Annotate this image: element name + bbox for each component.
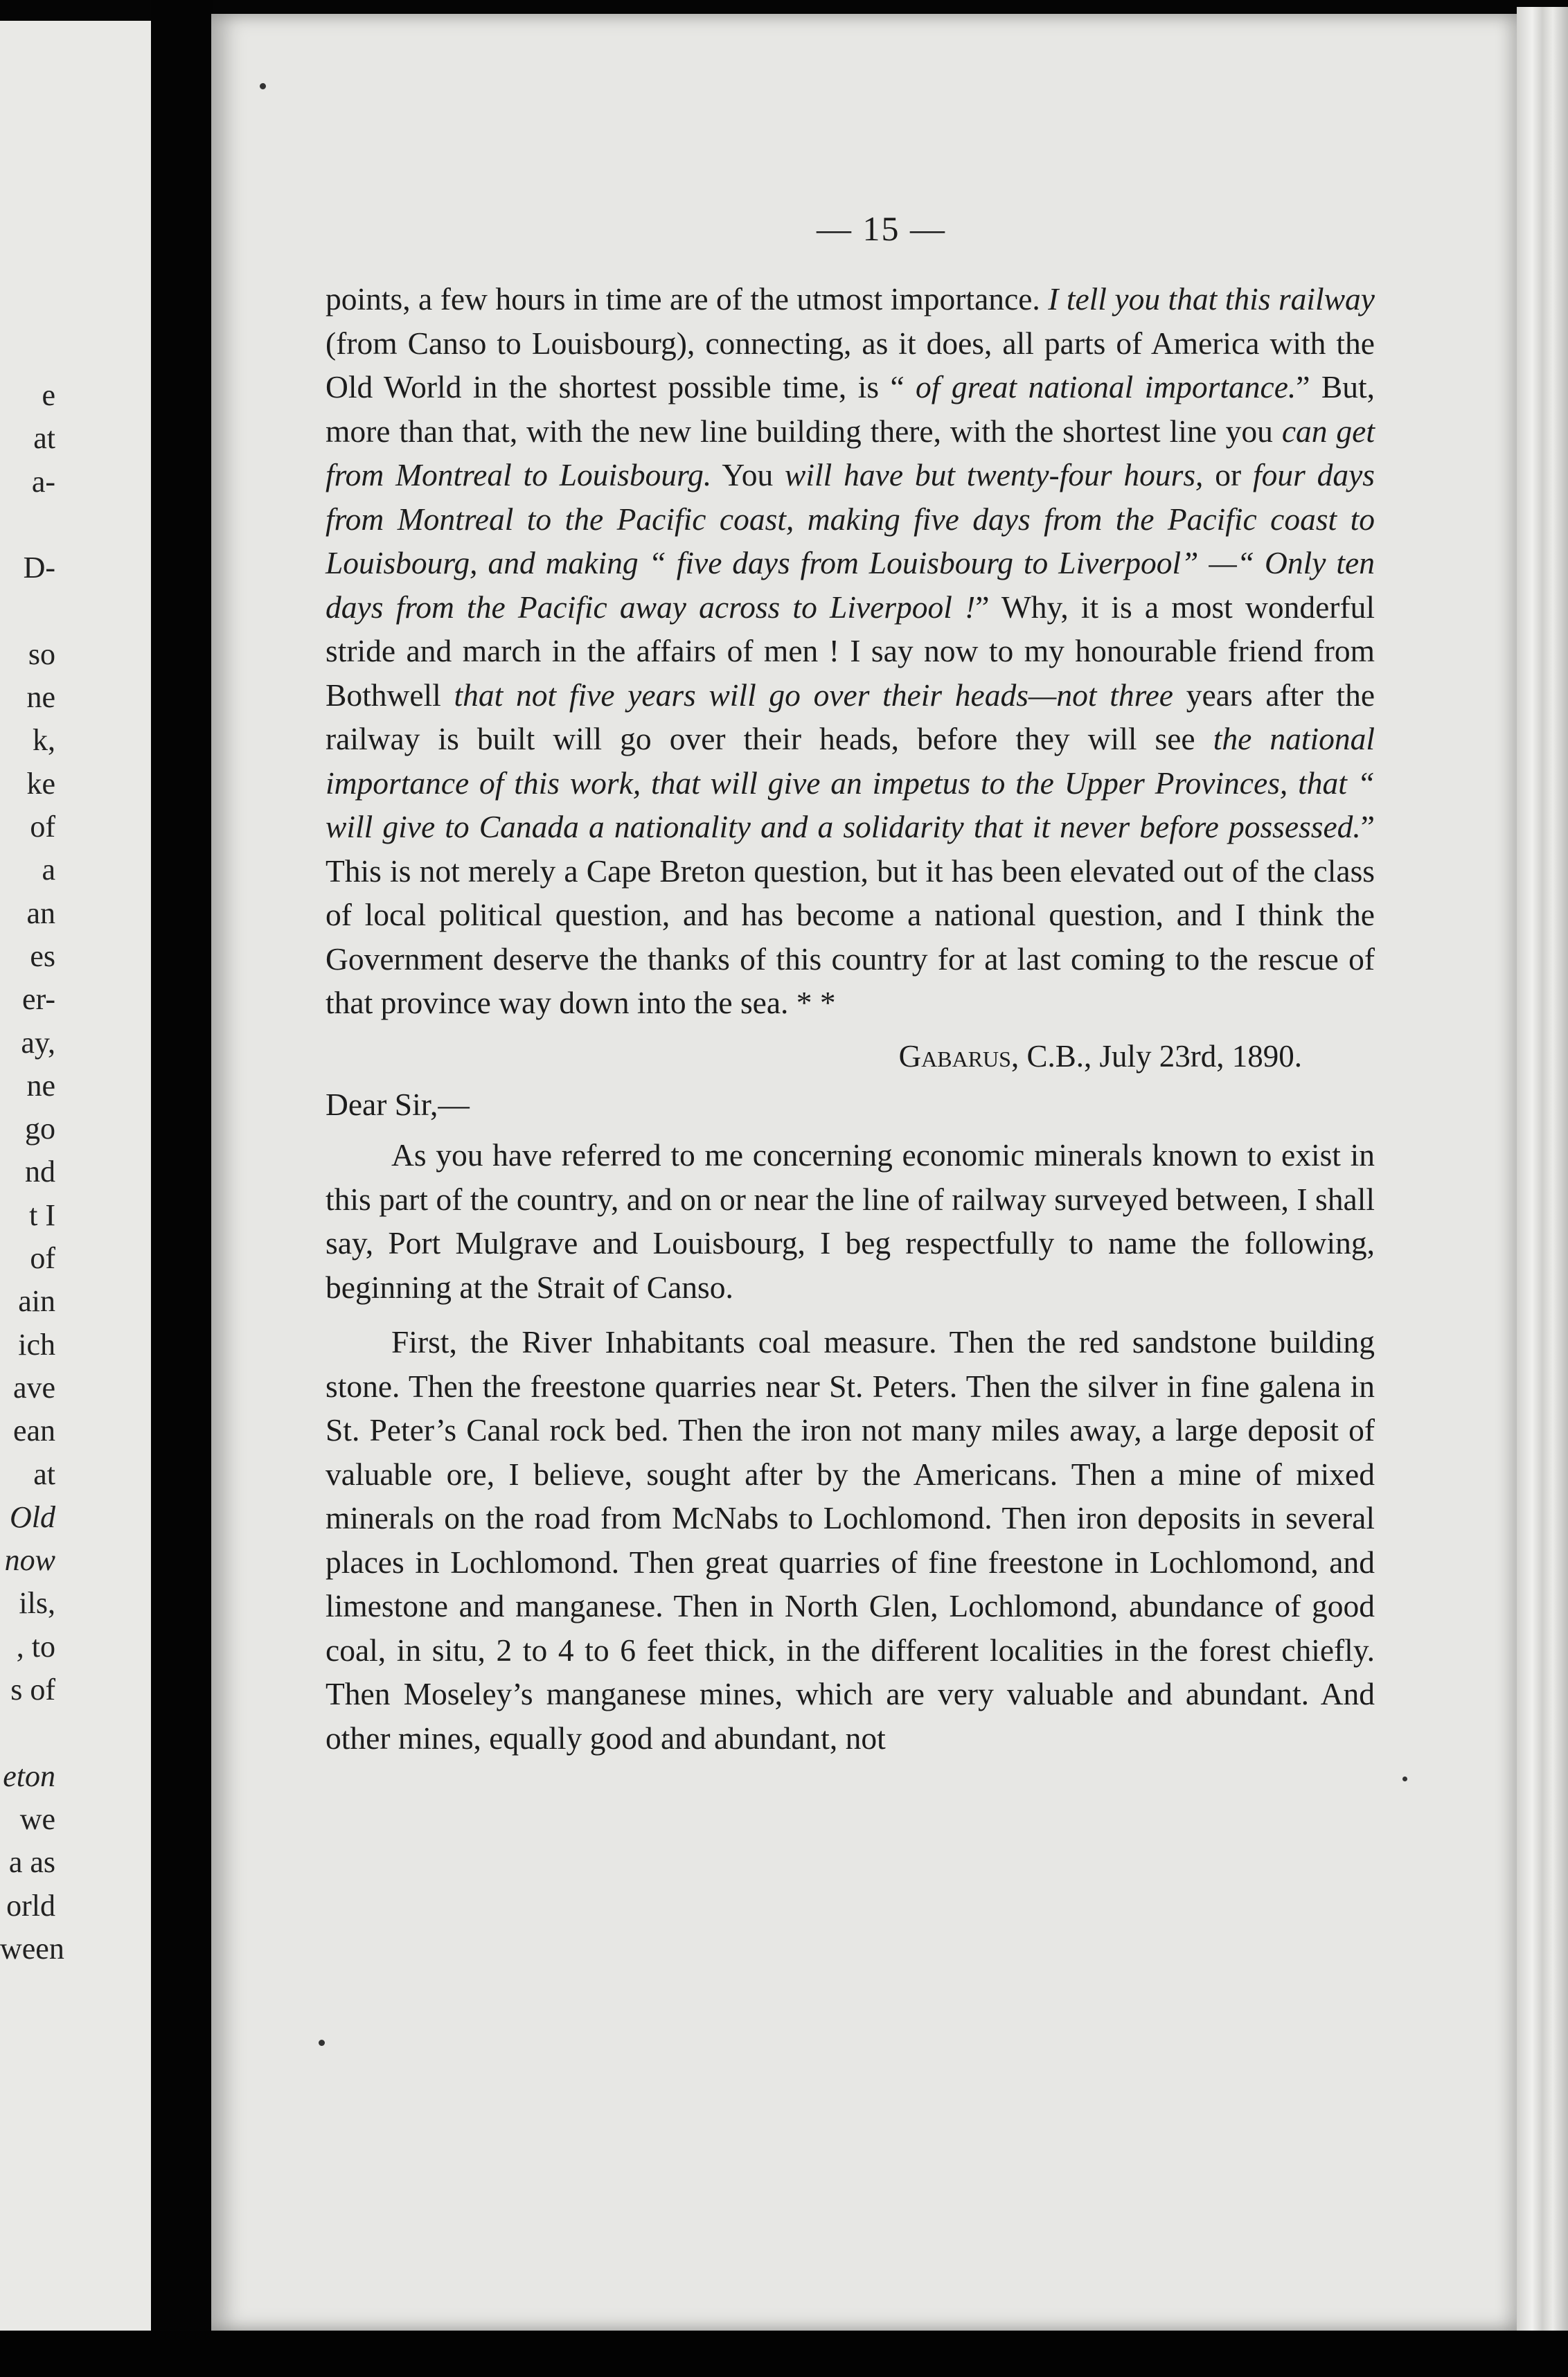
italic-run: the national importance of this work, that will give an impetus to the Upper Provinces, that “ will give to Canada a nationality and a solidarity that it never before possessed. (326, 721, 1375, 844)
facing-page-line-fragment: ween (0, 1931, 64, 1966)
dateline-place: Gabarus (898, 1038, 1011, 1074)
facing-page-line-fragment: ay, (21, 1025, 55, 1060)
italic-run: four days from Montreal to the Pacific coast, making five days from the Pacific coast to Louisbourg, and making “ five days from Louisbourg to Liverpool” —“ Only ten days from the Pacific away across to Liverpool ! (326, 457, 1375, 625)
facing-page-line-fragment: Old (10, 1499, 55, 1534)
facing-page-line-fragment: ave (12, 1370, 55, 1405)
text-run: ” But, more than that, with the new line building there, with the shortest line you (326, 369, 1375, 449)
scan-speck (319, 2040, 325, 2046)
dateline-rest: , C.B., July 23rd, 1890. (1010, 1038, 1302, 1074)
letter-salutation: Dear Sir,— (326, 1086, 470, 1122)
page-edges (1517, 7, 1568, 2341)
text-run: As you have referred to me concerning economic minerals known to exist in this part of the country, and on or near the line of railway surveyed between, I shall say, Port Mulgrave and Louisbourg, I beg respectfully to name the following, beginning at the Strait of Canso. (326, 1137, 1375, 1305)
facing-page-line-fragment: , to (16, 1629, 55, 1664)
facing-page-line-fragment: go (25, 1112, 55, 1146)
text-run: First, the River Inhabitants coal measure. Then the red sandstone building stone. Then the freestone quarries near St. Peters. Then the silver in fine galena in St. Peter’s Canal rock bed. Then the iron not many miles away, a large deposit of valuable ore, I believe, sought after by the Americans. Then a mine of mixed minerals on the road from McNabs to Lochlomond. Then iron deposits in several places in Lochlomond. Then great quarries of fine freestone in Lochlomond, and limestone and manganese. Then in North Glen, Lochlomond, abundance of good coal, in situ, 2 to 4 to 6 feet thick, in the different localities in the forest chiefly. Then Moseley’s manganese mines, which are very valuable and abundant. And other mines, equally good and abundant, not (326, 1324, 1375, 1756)
scan-speck (260, 83, 266, 89)
facing-page-line-fragment: t I (29, 1198, 55, 1232)
text-run: ” This is not merely a Cape Breton question, but it has been elevated out of the class of local political question, and has become a national question, and I think the Government deserve the thanks of this country for at last coming to the rescue of that province way down into the sea. * * (326, 809, 1375, 1020)
facing-page-line-fragment: now (4, 1543, 55, 1578)
facing-page-line-fragment: a- (31, 464, 55, 499)
book-gutter (151, 0, 213, 2377)
page-text (326, 208, 1375, 1760)
italic-run: of great national importance. (916, 369, 1297, 404)
italic-run: that not five years will go over their heads—not three (454, 677, 1174, 713)
facing-page-line-fragment: so (28, 636, 55, 671)
text-run: years after the railway is built will go over their heads, before they will see (326, 677, 1375, 756)
facing-page-line-fragment: k, (33, 723, 55, 758)
letter-dateline (326, 1035, 1375, 1078)
page-number: — 15 — (817, 209, 946, 248)
scan-speck (1402, 1777, 1407, 1781)
facing-page-line-fragment: an (26, 896, 55, 930)
facing-page-line-fragment: of (30, 1241, 55, 1275)
italic-run: can get from Montreal to Louisbourg. (326, 413, 1375, 492)
italic-run: will have but twenty-four hours, (785, 457, 1204, 492)
facing-page-line-fragment: nd (25, 1155, 55, 1189)
facing-page-line-fragment: ne (26, 1068, 55, 1103)
facing-page-line-fragment: a as (8, 1845, 55, 1880)
facing-page-line-fragment: a (42, 853, 55, 887)
facing-page-line-fragment: we (19, 1801, 55, 1836)
text-run: or (1203, 457, 1253, 492)
facing-page-line-fragment: es (30, 938, 55, 973)
facing-page-line-fragment: e (42, 378, 55, 412)
facing-page-line-fragment: ils, (19, 1586, 55, 1621)
facing-page-line-fragment: ne (26, 680, 55, 715)
text-run: (from Canso to Louisbourg), connecting, as it does, all parts of America with the Old World in the shortest possible time, is “ (326, 325, 1375, 404)
facing-page-line-fragment: eton (3, 1759, 55, 1793)
facing-page-line-fragment: at (33, 1457, 55, 1491)
facing-page-line-fragment: er- (22, 982, 55, 1017)
facing-page-line-fragment: orld (6, 1888, 55, 1923)
facing-page-line-fragment: of (30, 810, 55, 844)
speech-paragraph (326, 277, 1375, 1025)
text-run: You (711, 457, 785, 492)
facing-page-line-fragment: s of (10, 1673, 55, 1707)
text-run: points, a few hours in time are of the utmost importance. (326, 281, 1049, 317)
facing-page-line-fragment: ich (18, 1327, 55, 1362)
facing-page-line-fragment: ain (18, 1284, 55, 1319)
facing-page-line-fragment: at (33, 421, 55, 456)
letter-paragraph (326, 1320, 1375, 1760)
facing-page-line-fragment: ke (26, 766, 55, 801)
scan-border-bottom (0, 2331, 1568, 2377)
italic-run: I tell you that this railway (1048, 281, 1375, 317)
letter-paragraph (326, 1133, 1375, 1309)
facing-page-line-fragment: D- (23, 551, 55, 585)
text-run: ” Why, it is a most wonderful stride and march in the affairs of men ! I say now to my honourable friend from Bothwell (326, 589, 1375, 713)
facing-page-line-fragment: ean (12, 1414, 55, 1448)
